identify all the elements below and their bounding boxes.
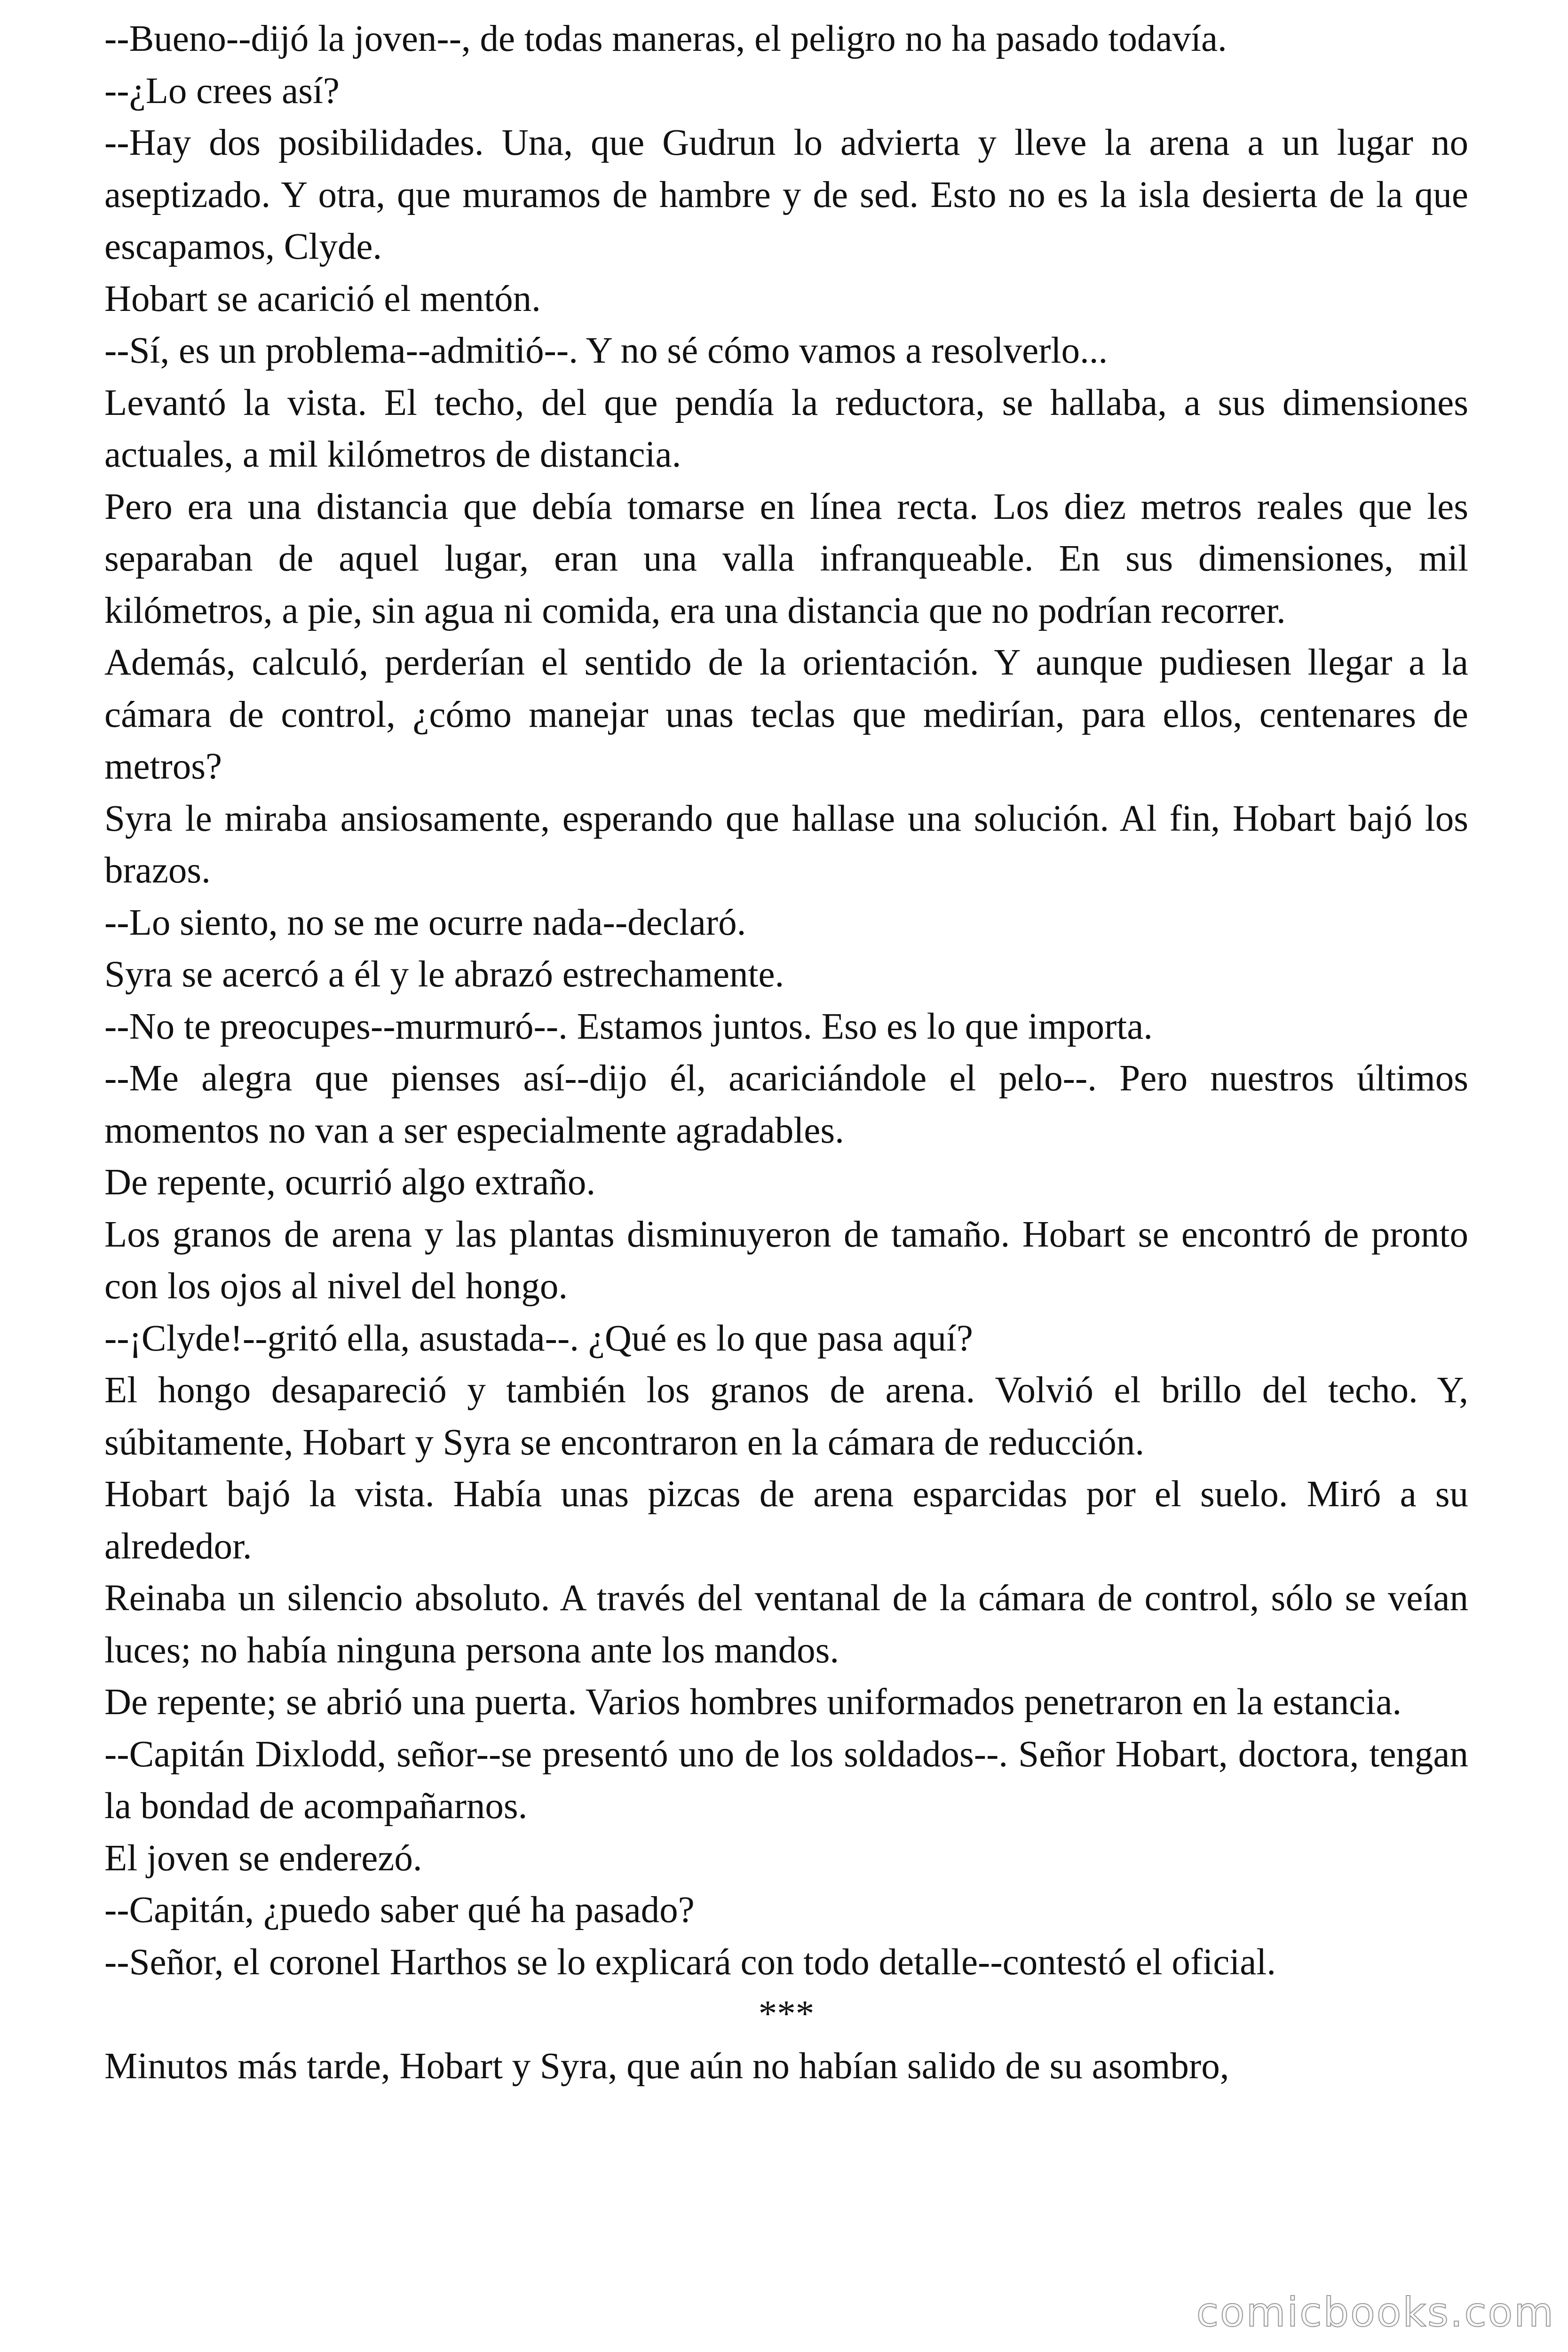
paragraph: --Hay dos posibilidades. Una, que Gudrun lo advierta y lleve la arena a un lugar no aseptizado. Y otra, que muramos de hambre y de sed. Esto no es la isla desierta de la que escapamos, Clyde.: [104, 122, 1468, 267]
paragraph: Hobart se acarició el mentón.: [104, 278, 541, 319]
paragraph: Minutos más tarde, Hobart y Syra, que aún no habían salido de su asombro,: [104, 2045, 1229, 2087]
paragraph: Además, calculó, perderían el sentido de la orientación. Y aunque pudiesen llegar a la cámara de control, ¿cómo manejar unas teclas que medirían, para ellos, centenares de metros?: [104, 642, 1468, 787]
paragraph: --No te preocupes--murmuró--. Estamos juntos. Eso es lo que importa.: [104, 1006, 1153, 1047]
paragraph: De repente; se abrió una puerta. Varios hombres uniformados penetraron en la estancia.: [104, 1682, 1402, 1723]
paragraph: --Señor, el coronel Harthos se lo explicará con todo detalle--contestó el oficial.: [104, 1941, 1276, 1983]
paragraph: Levantó la vista. El techo, del que pendía la reductora, se hallaba, a sus dimensiones actuales, a mil kilómetros de distancia.: [104, 382, 1468, 475]
paragraph: Los granos de arena y las plantas disminuyeron de tamaño. Hobart se encontró de pronto con los ojos al nivel del hongo.: [104, 1214, 1468, 1307]
paragraph: El joven se enderezó.: [104, 1837, 422, 1879]
paragraph: --Capitán, ¿puedo saber qué ha pasado?: [104, 1890, 695, 1931]
paragraph: Syra le miraba ansiosamente, esperando que hallase una solución. Al fin, Hobart bajó los brazos.: [104, 798, 1468, 891]
paragraph: --Me alegra que pienses así--dijo él, acariciándole el pelo--. Pero nuestros últimos momentos no van a ser especialmente agradables.: [104, 1058, 1468, 1151]
paragraph: Reinaba un silencio absoluto. A través del ventanal de la cámara de control, sólo se veían luces; no había ninguna persona ante los mandos.: [104, 1578, 1468, 1671]
paragraph: El hongo desapareció y también los granos de arena. Volvió el brillo del techo. Y, súbitamente, Hobart y Syra se encontraron en la cámara de reducción.: [104, 1370, 1468, 1463]
section-separator: ***: [758, 1994, 815, 2034]
watermark-logo: comicbooks.com: [1196, 2289, 1555, 2336]
paragraph: --Lo siento, no se me ocurre nada--declaró.: [104, 902, 746, 943]
paragraph: --Capitán Dixlodd, señor--se presentó uno de los soldados--. Señor Hobart, doctora, tengan la bondad de acompañarnos.: [104, 1733, 1468, 1827]
paragraph: Hobart bajó la vista. Había unas pizcas de arena esparcidas por el suelo. Miró a su alrededor.: [104, 1474, 1468, 1567]
paragraph: --¿Lo crees así?: [104, 70, 340, 111]
paragraph: De repente, ocurrió algo extraño.: [104, 1162, 596, 1203]
paragraph: --¡Clyde!--gritó ella, asustada--. ¿Qué es lo que pasa aquí?: [104, 1318, 973, 1359]
paragraph: --Sí, es un problema--admitió--. Y no sé cómo vamos a resolverlo...: [104, 330, 1108, 371]
paragraph: --Bueno--dijó la joven--, de todas maneras, el peligro no ha pasado todavía.: [104, 18, 1227, 59]
paragraph: Pero era una distancia que debía tomarse en línea recta. Los diez metros reales que les separaban de aquel lugar, eran una valla infranqueable. En sus dimensiones, mil kilómetros, a pie, sin agua ni comida, era una distancia que no podrían recorrer.: [104, 486, 1468, 631]
body-text: [104, 13, 1468, 2092]
paragraph: Syra se acercó a él y le abrazó estrechamente.: [104, 954, 784, 995]
